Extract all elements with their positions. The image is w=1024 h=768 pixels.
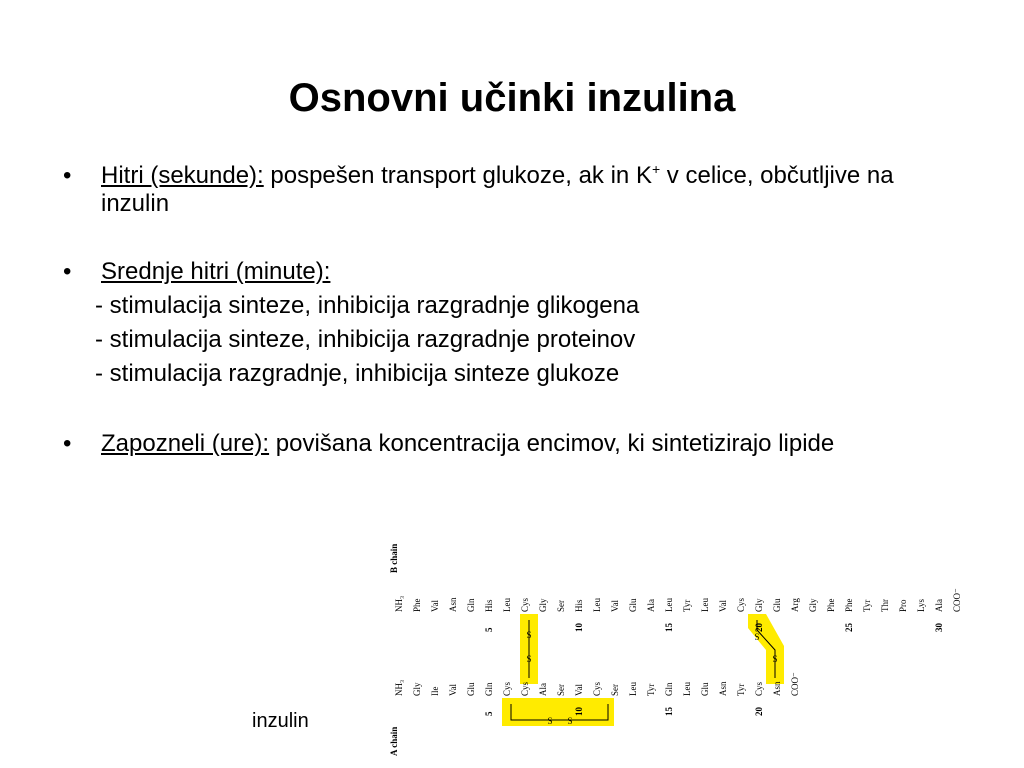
a-chain-residue: Ser — [610, 684, 620, 696]
b-chain-residue: NH₃ — [394, 595, 404, 612]
sub-item-glycogen: - stimulacija sinteze, inhibicija razgradnje glikogena — [95, 292, 640, 319]
a-chain-residue: Cys — [502, 681, 512, 696]
bullet-slow-text: povišana koncentracija encimov, ki sintetizirajo lipide — [269, 430, 835, 457]
b-chain-residue: His — [484, 599, 494, 612]
bullet-fast-label: Hitri (sekunde): — [101, 162, 264, 189]
b-chain-residue: Lys — [916, 598, 926, 612]
a-chain-residue: NH₃ — [394, 679, 404, 696]
b-chain-residue: Gln — [466, 598, 476, 612]
a-chain-residue: Asn — [718, 681, 728, 696]
sulfur-label: S — [547, 716, 553, 726]
a-chain-residue: Ala — [538, 683, 548, 696]
sub-item-protein: - stimulacija sinteze, inhibicija razgradnje proteinov — [95, 326, 636, 353]
bullet-medium-label: Srednje hitri (minute): — [101, 258, 331, 285]
b-chain-residue: Gly — [538, 598, 548, 612]
sub-item-glucose: - stimulacija razgradnje, inhibicija sinteze glukoze — [95, 360, 620, 387]
b-chain-residue: Glu — [772, 598, 782, 612]
b-chain-residue: Ala — [934, 599, 944, 612]
a-chain-residue: Val — [574, 684, 584, 696]
b-chain-residue: Tyr — [682, 599, 692, 612]
b-chain-residue: COO⁻ — [952, 588, 962, 612]
b-chain-residues — [394, 588, 962, 612]
a-chain-position-number: 5 — [484, 711, 494, 716]
b-chain-position-number: 15 — [664, 623, 674, 632]
insulin-structure-diagram — [380, 528, 1000, 760]
bullet-dot: • — [63, 162, 72, 189]
b-chain-residue: Phe — [844, 598, 854, 612]
b-chain-residue: Leu — [592, 598, 602, 612]
potassium-charge: + — [651, 161, 661, 177]
sulfur-label: S — [754, 632, 760, 642]
a-chain-position-number: 10 — [574, 707, 584, 716]
b-chain-residue: Gly — [754, 598, 764, 612]
b-chain-position-number: 25 — [844, 623, 854, 632]
b-chain-residue: Leu — [502, 598, 512, 612]
a-chain-residue: Tyr — [646, 683, 656, 696]
a-chain-residue: Cys — [592, 681, 602, 696]
a-chain-residues — [394, 672, 800, 696]
a-chain-position-number: 15 — [664, 707, 674, 716]
sulfur-label: S — [526, 630, 532, 640]
b-chain-residue: Glu — [628, 598, 638, 612]
b-chain-label: B chain — [389, 543, 399, 573]
b-chain-residue: Val — [610, 600, 620, 612]
b-chain-residue: Gly — [808, 598, 818, 612]
b-chain-residue: Tyr — [862, 599, 872, 612]
b-chain-residue: Asn — [448, 597, 458, 612]
a-chain-residue: Gln — [484, 682, 494, 696]
bullet-dot: • — [63, 430, 72, 457]
b-chain-residue: Thr — [880, 599, 890, 612]
b-chain-residue: Ser — [556, 600, 566, 612]
b-chain-residue: Phe — [826, 598, 836, 612]
bullet-fast-text: pospešen transport glukoze, ak in K — [263, 162, 652, 189]
b-chain-residue: Cys — [736, 597, 746, 612]
b-chain-residue: Cys — [520, 597, 530, 612]
disulfide-highlight-3 — [502, 698, 614, 726]
bullet-dot: • — [63, 258, 72, 285]
a-chain-residue: COO⁻ — [790, 672, 800, 696]
a-chain-residue: Cys — [754, 681, 764, 696]
sulfur-label: S — [526, 654, 532, 664]
insulin-caption: inzulin — [252, 710, 309, 732]
b-chain-position-number: 5 — [484, 627, 494, 632]
b-chain-residue: Pro — [898, 599, 908, 612]
a-chain-residue: Asn — [772, 681, 782, 696]
b-chain-residue: His — [574, 599, 584, 612]
a-chain-residue: Leu — [628, 682, 638, 696]
a-chain-residue: Glu — [700, 682, 710, 696]
sulfur-label: S — [567, 716, 573, 726]
a-chain-position-number: 20 — [754, 707, 764, 716]
b-chain-numbers — [484, 623, 944, 633]
a-chain-residue: Tyr — [736, 683, 746, 696]
b-chain-residue: Arg — [790, 598, 800, 612]
slide-title: Osnovni učinki inzulina — [288, 76, 736, 120]
a-chain-residue: Leu — [682, 682, 692, 696]
b-chain-position-number: 20 — [754, 623, 764, 632]
b-chain-position-number: 30 — [934, 623, 944, 632]
b-chain-position-number: 10 — [574, 623, 584, 632]
a-chain-residue: Glu — [466, 682, 476, 696]
a-chain-residue: Gln — [664, 682, 674, 696]
b-chain-residue: Phe — [412, 598, 422, 612]
b-chain-residue: Val — [718, 600, 728, 612]
sulfur-label: S — [772, 654, 778, 664]
bullet-slow-label: Zapozneli (ure): — [101, 430, 270, 457]
a-chain-label: A chain — [389, 726, 399, 756]
a-chain-residue: Cys — [520, 681, 530, 696]
a-chain-residue: Gly — [412, 682, 422, 696]
a-chain-residue: Ser — [556, 684, 566, 696]
a-chain-residue: Ile — [430, 686, 440, 696]
b-chain-residue: Leu — [700, 598, 710, 612]
a-chain-residue: Val — [448, 684, 458, 696]
b-chain-residue: Val — [430, 600, 440, 612]
b-chain-residue: Ala — [646, 599, 656, 612]
bullet-fast-text-end: v celice, občutljive na inzulin — [101, 162, 894, 217]
b-chain-residue: Leu — [664, 598, 674, 612]
